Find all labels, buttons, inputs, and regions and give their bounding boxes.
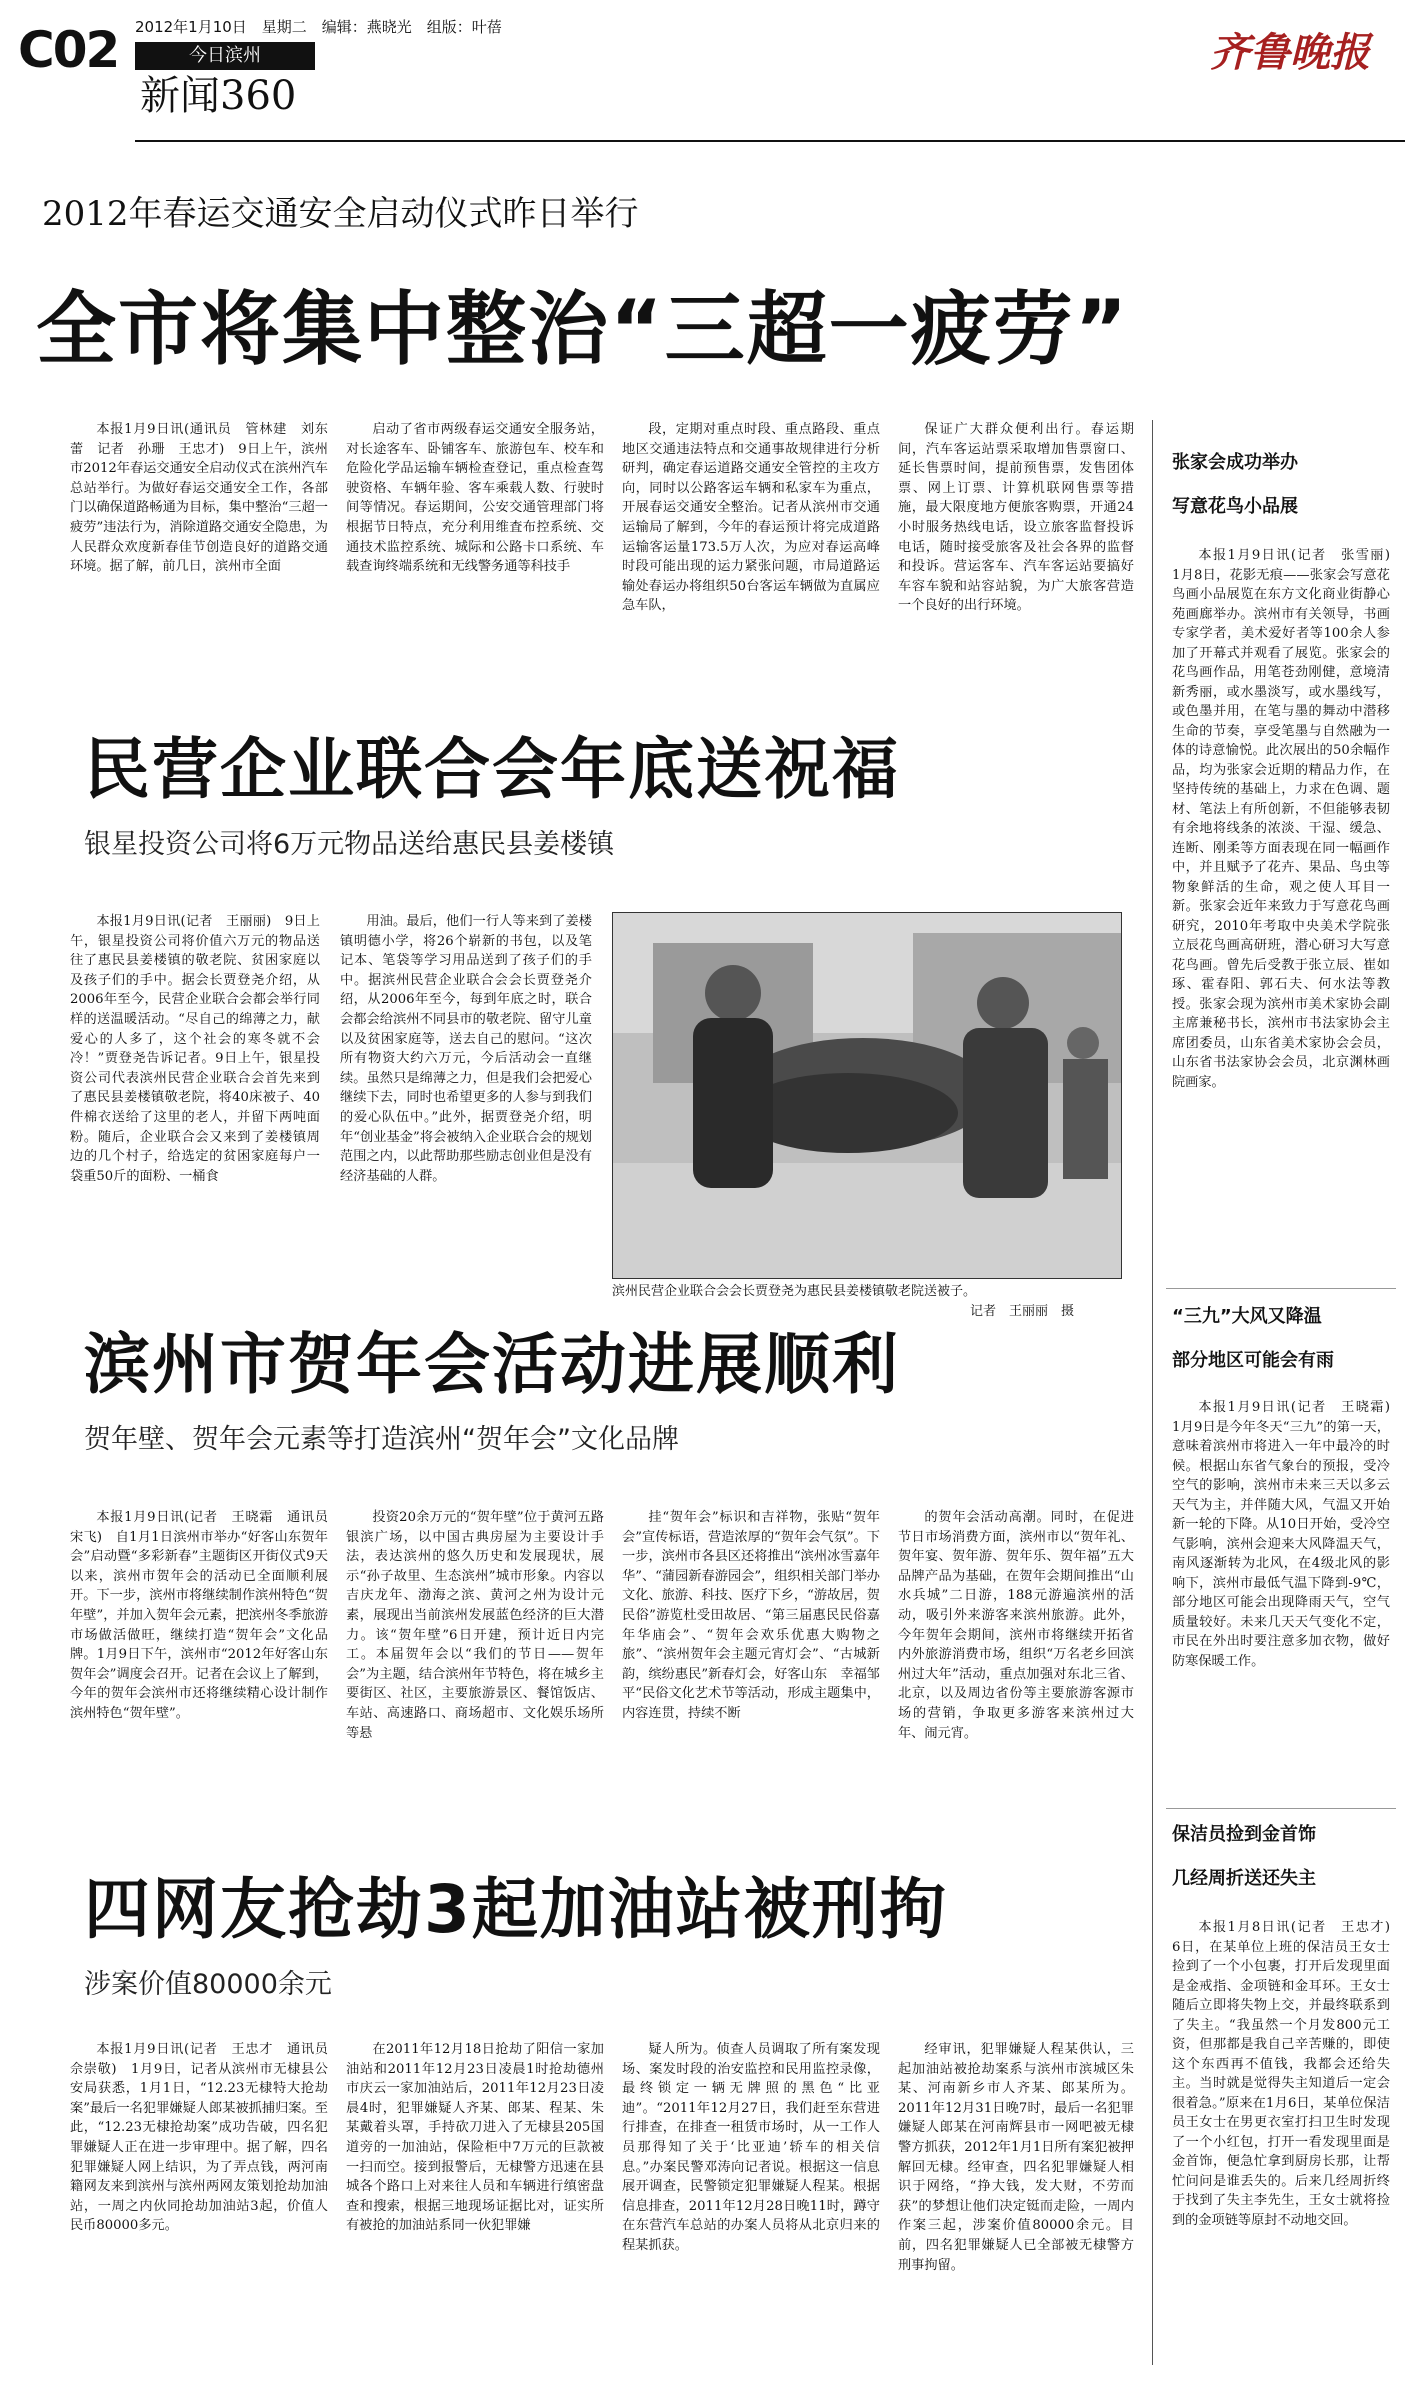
- section-badge: 今日滨州: [135, 42, 315, 70]
- article1-column-4: 保证广大群众便利出行。春运期间，汽车客运站票采取增加售票窗口、延长售票时间，提前预售票，发售团体票、网上订票、计算机联网售票等措施，最大限度地方便旅客购票，开通24小时服务热线电话，设立旅客监督投诉电话，随时接受旅客及社会各界的监督和投诉。营运客车、汽车客运站要搞好车容车貌和站容站貌，为广大旅客营造一个良好的出行环境。: [898, 422, 1134, 614]
- sidebar-separator-1: [1166, 1288, 1396, 1289]
- article1-column-2: 启动了省市两级春运交通安全服务站，对长途客车、卧铺客车、旅游包车、校车和危险化学品运输车辆检查登记，重点检查驾驶资格、车辆年验、客车乘载人数、行驶时间等情况。春运期间，公安交通管理部门将根据节日特点，充分利用维査布控系统、交通技术监控系统、城际和公路卡口系统、车载查询终端系统和无线警务通等科技手: [346, 422, 604, 575]
- article3-column-2: 投资20余万元的“贺年壁”位于黄河五路银滨广场，以中国古典房屋为主要设计手法，表达滨州的悠久历史和发展现状，展示“孙子故里、生态滨州”城市形象。内容以吉庆龙年、渤海之滨、黄河之州为设计元素，展现出当前滨州发展蓝色经济的巨大潜力。该“贺年壁”6日开建，预计近日内完工。本届贺年会以“我们的节日——贺年会”为主题，结合滨州年节特色，将在城乡主要街区、社区，主要旅游景区、餐馆饭店、车站、高速路口、商场超市、文化娱乐场所等悬: [346, 1510, 604, 1741]
- sidebar2-title-line1: “三九”大风又降温: [1172, 1306, 1322, 1327]
- article3-column-4: 的贺年会活动高潮。同时，在促进节日市场消费方面，滨州市以“贺年礼、贺年宴、贺年游、贺年乐、贺年福”五大品牌产品为基础，在贺年会期间推出“山水兵城”二日游，188元游遍滨州的活动，吸引外来游客来滨州旅游。此外，今年贺年会期间，滨州市将继续开拓省内外旅游消费市场，组织“万名老乡回滨州过大年”活动，重点加强对东北三省、北京，以及周边省份等主要旅游客源市场的营销，争取更多游客来滨州过大年、闹元宵。: [898, 1510, 1134, 1741]
- masthead-logo: 齐鲁晚报: [1210, 29, 1370, 76]
- issue-meta: 2012年1月10日 星期二 编辑：燕晓光 组版：叶蓓: [135, 18, 502, 36]
- article3-headline: 滨州市贺年会活动进展顺利: [84, 1326, 900, 1403]
- article4-column-1: 本报1月9日讯(记者 王忠才 通讯员 佘崇敬) 1月9日，记者从滨州市无棣县公安局获悉，1月1日，“12.23无棣特大抢劫案”最后一名犯罪嫌疑人郎某被抓捕归案。至此，“12.23无棣抢劫案”成功告破，四名犯罪嫌疑人正在进一步审理中。据了解，四名犯罪嫌疑人网上结识，为了弄点钱，两河南籍网友来到滨州与滨州两网友策划抢劫加油站，一周之内伙同抢劫加油站3起，价值人民币80000多元。: [70, 2042, 342, 2234]
- article2-subheadline: 银星投资公司将6万元物品送给惠民县姜楼镇: [84, 829, 615, 860]
- article2-column-2: 用油。最后，他们一行人等来到了姜楼镇明德小学，将26个崭新的书包，以及笔记本、笔袋等学习用品送到了孩子们的手中。据滨州民营企业联合会会长贾登尧介绍，从2006年至今，每到年底之时，联合会都会给滨州不同县市的敬老院、留守儿童以及贫困家庭等，送去自己的慰问。“这次所有物资大约六万元，今后活动会一直继续。虽然只是绵薄之力，但是我们会把爱心继续下去，同时也希望更多的人参与到我们的爱心队伍中。”此外，据贾登尧介绍，明年“创业基金”将会被纳入企业联合会的规划范围之内，以此帮助那些励志创业但是没有经济基础的人群。: [340, 914, 592, 1184]
- article1-headline: 全市将集中整治“三超一疲劳”: [36, 283, 1130, 376]
- photo-credit: 记者 王丽丽 摄: [970, 1304, 1075, 1319]
- sidebar3-title-line2: 几经周折送还失主: [1172, 1868, 1316, 1889]
- article4-column-3: 疑人所为。侦查人员调取了所有案发现场、案发时段的治安监控和民用监控录像，最终锁定一辆无牌照的黑色“比亚迪”。“2011年12月27日，我们赶至东营进行排查，在排查一租赁市场时，从一工作人员那得知了关于‘比亚迪’轿车的相关信息。”办案民警邓涛向记者说。根据这一信息展开调查，民警锁定犯罪嫌疑人程某。根据信息排查，2011年12月28日晚11时，蹲守在东营汽车总站的办案人员将从北京归来的程某抓获。: [622, 2042, 880, 2253]
- sidebar3-title-line1: 保洁员捡到金首饰: [1172, 1824, 1316, 1845]
- page-code: C02: [18, 21, 119, 79]
- article3-column-3: 挂“贺年会”标识和吉祥物，张贴“贺年会”宣传标语，营造浓厚的“贺年会气氛”。下一步，滨州市各县区还将推出“滨州冰雪嘉年华”、“蒲园新春游园会”，组织相关部门举办文化、旅游、科技、医疗下乡，“游故居，贺民俗”游览杜受田故居、“第三届惠民民俗嘉年华庙会”、“贺年会欢乐优惠大购物之旅”、“滨州贺年会主题元宵灯会”、“古城新韵，缤纷惠民”新春灯会，好客山东 幸福邹平“民俗文化艺术节等活动，形成主题集中，内容连贯，持续不断: [622, 1510, 880, 1721]
- photo-illustration: [613, 913, 1121, 1278]
- article2-column-1: 本报1月9日讯(记者 王丽丽) 9日上午，银星投资公司将价值六万元的物品送往了惠民县姜楼镇的敬老院、贫困家庭以及孩子们的手中。据会长贾登尧介绍，从2006年至今，民营企业联合会都会举行同样的送温暖活动。“尽自己的绵薄之力，献爱心的人多了，这个社会的寒冬就不会冷！”贾登尧告诉记者。9日上午，银星投资公司代表滨州民营企业联合会首先来到了惠民县姜楼镇敬老院，将40床被子、40件棉衣送给了这里的老人，并留下两吨面粉。随后，企业联合会又来到了姜楼镇周边的几个村子，给选定的贫困家庭每户一袋重50斤的面粉、一桶食: [70, 914, 320, 1184]
- news-photo: [612, 912, 1122, 1279]
- article3-subheadline: 贺年壁、贺年会元素等打造滨州“贺年会”文化品牌: [84, 1424, 679, 1455]
- article4-column-2: 在2011年12月18日抢劫了阳信一家加油站和2011年12月23日凌晨1时抢劫德州市庆云一家加油站后，2011年12月23日凌晨4时，犯罪嫌疑人齐某、郎某、程某、朱某戴着头罩，手持砍刀进入了无棣县205国道旁的一加油站，保险柜中7万元的巨款被一扫而空。接到报警后，无棣警方迅速在县城各个路口上对来往人员和车辆进行缜密盘查和搜索，根据三地现场证据比对，证实所有被抢的加油站系同一伙犯罪嫌: [346, 2042, 604, 2234]
- sidebar-separator-2: [1166, 1808, 1396, 1809]
- sidebar1-title-line2: 写意花鸟小品展: [1172, 496, 1298, 517]
- article4-subheadline: 涉案价值80000余元: [84, 1969, 332, 2000]
- article3-column-1: 本报1月9日讯(记者 王晓霜 通讯员 宋飞) 自1月1日滨州市举办“好客山东贺年会”启动暨“多彩新春”主题街区开街仪式9天以来，滨州市贺年会的活动已全面顺利展开。下一步，滨州市将继续制作滨州特色“贺年壁”，并加入贺年会元素，把滨州冬季旅游市场做活做旺，继续打造“贺年会”文化品牌。1月9日下午，滨州市“2012年好客山东贺年会”调度会召开。记者在会议上了解到，今年的贺年会滨州市还将继续精心设计制作滨州特色“贺年壁”。: [70, 1510, 342, 1721]
- sidebar3-body: 本报1月8日讯(记者 王忠才) 6日，在某单位上班的保洁员王女士捡到了一个小包裹，打开后发现里面是金戒指、金项链和金耳环。王女士随后立即将失物上交，并最终联系到了失主。“我虽然一个月发800元工资，但那都是我自己辛苦赚的，即使这个东西再不值钱，我都会还给失主。当时就是觉得失主知道后一定会很着急。”原来在1月6日，某单位保洁员王女士在男更衣室打扫卫生时发现了一个小红包，打开一看发现里面是金首饰，便急忙拿到厨房长那，让帮忙问问是谁丢失的。后来几经周折终于找到了失主李先生，王女士就将捡到的金项链等原封不动地交回。: [1172, 1920, 1404, 2228]
- article1-kicker: 2012年春运交通安全启动仪式昨日举行: [42, 194, 639, 234]
- sidebar2-title-line2: 部分地区可能会有雨: [1172, 1350, 1334, 1371]
- article1-column-1: 本报1月9日讯(通讯员 管林建 刘东蕾 记者 孙珊 王忠才) 9日上午，滨州市2012年春运交通安全启动仪式在滨州汽车总站举行。为做好春运交通安全工作，各部门以确保道路畅通为目标，集中整治“三超一疲劳”违法行为，消除道路交通安全隐患，为人民群众欢度新春佳节创造良好的道路交通环境。据了解，前几日，滨州市全面: [70, 422, 328, 575]
- sidebar1-title-line1: 张家会成功举办: [1172, 452, 1298, 473]
- article2-headline: 民营企业联合会年底送祝福: [84, 731, 900, 808]
- article1-column-3: 段，定期对重点时段、重点路段、重点地区交通违法特点和交通事故规律进行分析研判，确定春运道路交通安全管控的主攻方向，同时以公路客运车辆和私家车为重点，开展春运交通安全整治。记者从滨州市交通运输局了解到，今年的春运预计将完成道路运输客运量173.5万人次，为应对春运高峰时段可能出现的运力紧张问题，市局道路运输处春运办将组织50台客运车辆做为直属应急车队，: [622, 422, 880, 614]
- photo-caption: 滨州民营企业联合会会长贾登尧为惠民县姜楼镇敬老院送被子。: [612, 1284, 977, 1299]
- sidebar1-body: 本报1月9日讯(记者 张雪丽) 1月8日，花影无痕——张家会写意花鸟画小品展览在东方文化商业街静心苑画廊举办。滨州市有关领导，书画专家学者，美术爱好者等100余人参加了开幕式并观看了展览。张家会的花鸟画作品，用笔苍劲刚健，意境清新秀丽，或水墨淡写，或水墨线写，或色墨并用，在笔与墨的舞动中潜移生命的节奏，享受笔墨与自然融为一体的诗意愉悦。此次展出的50余幅作品，均为张家会近期的精品力作，在坚持传统的基础上，力求在色调、题材、笔法上有所创新，不但能够表韧有余地将线条的浓淡、干湿、缓急、连断、刚柔等方面表现在同一幅画作中，并且赋予了花卉、果品、鸟虫等物象鲜活的生命，观之使人耳目一新。张家会近年来致力于写意花鸟画研究，2010年考取中央美术学院张立辰花鸟画高研班，潜心研习大写意花鸟画。曾先后受教于张立辰、崔如琢、霍春阳、郭石夫、何水法等教授。张家会现为滨州市美术家协会副主席兼秘书长，滨州市书法家协会主席团委员，山东省美术家协会会员，山东省书法家协会会员，北京渊林画院画家。: [1172, 548, 1404, 1090]
- header-rule: [135, 140, 1405, 142]
- article4-headline: 四网友抢劫3起加油站被刑拘: [84, 1871, 948, 1948]
- sidebar2-body: 本报1月9日讯(记者 王晓霜) 1月9日是今年冬天“三九”的第一天，意味着滨州市将进入一年中最冷的时候。根据山东省气象台的预报，受冷空气的影响，滨州市未来三天以多云天气为主，并伴随大风，气温又开始新一轮的下降。从10日开始，受冷空气影响，滨州会迎来大风降温天气，南风逐渐转为北风，在4级北风的影响下，滨州市最低气温下降到-9℃，部分地区可能会出现降雨天气，空气质量较好。未来几天天气变化不定，市民在外出时要注意多加衣物，做好防寒保暖工作。: [1172, 1400, 1404, 1669]
- section-name: 新闻360: [140, 73, 297, 119]
- article4-column-4: 经审讯，犯罪嫌疑人程某供认，三起加油站被抢劫案系与滨州市滨城区朱某、河南新乡市人齐某、郎某所为。2011年12月31日晚7时，最后一名犯罪嫌疑人郎某在河南辉县市一网吧被无棣警方抓获，2012年1月1日所有案犯被押解回无棣。经审查，四名犯罪嫌疑人相识于网络，“挣大钱，发大财，不劳而获”的梦想让他们决定铤而走险，一周内作案三起，涉案价值80000余元。目前，四名犯罪嫌疑人已全部被无棣警方刑事拘留。: [898, 2042, 1134, 2273]
- sidebar-divider: [1152, 420, 1153, 2365]
